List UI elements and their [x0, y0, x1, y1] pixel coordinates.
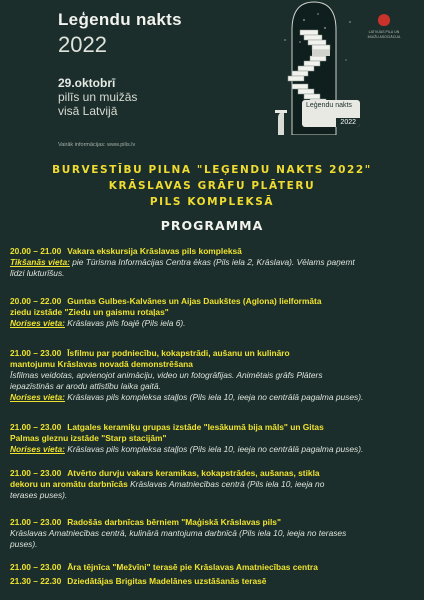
event-description-cont: iepazīstinās ar arodu attīstību laika gaitā.: [10, 381, 161, 391]
event-title: Atvērto durvju vakars keramikas, kokapstrādes, aušanas, stikla: [67, 468, 320, 478]
event-title: Latgales keramiķu grupas izstāde "Iesākumā bija māls" un Gitas: [67, 422, 324, 432]
program-item: [10, 296, 415, 329]
event-place-cont: terases puses).: [10, 490, 68, 500]
event-location-line2: visā Latvijā: [58, 104, 118, 118]
event-place-label: Tikšanās vieta:: [10, 257, 70, 267]
event-place: Krāslavas Amatniecības centrā (Pils iela 10, ieeja no: [127, 479, 325, 489]
event-place: Krāslavas pils kompleksa staļļos (Pils iela 10, ieeja no centrālā pagalma puses).: [64, 444, 364, 454]
badge-year: 2022: [336, 118, 360, 127]
event-place-label: Norises vieta:: [10, 444, 65, 454]
association-logo: [378, 14, 390, 26]
headline-line1: BURVESTĪBU PILNA "LEĢENDU NAKTS 2022": [52, 164, 372, 176]
event-title: Dziedātājas Brigitas Madelānes uzstāšanās terasē: [67, 576, 267, 586]
event-time: 21.00 – 23.00: [10, 562, 62, 572]
program-item: [10, 246, 415, 279]
badge-title: Leģendu nakts: [306, 102, 352, 109]
program-item: [10, 562, 415, 573]
association-logo-text: LATVIJAS PIĻU UN MUIŽU ASOCIĀCIJA: [367, 30, 401, 39]
event-description-cont: puses).: [10, 539, 38, 549]
event-time: 20.00 – 22.00: [10, 296, 62, 306]
event-time: 21.30 – 22.30: [10, 576, 62, 586]
event-time: 21.00 – 23.00: [10, 348, 62, 358]
event-location-line1: pilīs un muižās: [58, 90, 138, 104]
program-item: [10, 348, 415, 403]
program-item: [10, 422, 415, 455]
poster-header: [0, 0, 424, 162]
event-title: Āra tējnīca "Mežvīni" terasē pie Krāslavas Amatniecības centra: [67, 562, 318, 572]
event-date: 29.oktobrī: [58, 76, 116, 90]
event-place: pie Tūrisma Informācijas Centra ēkas (Pils iela 2, Krāslava). Vēlams paņemt: [69, 257, 355, 267]
event-place-cont: līdzi lukturīšus.: [10, 268, 65, 278]
program-item: [10, 517, 415, 550]
event-time: 21.00 – 23.00: [10, 422, 62, 432]
event-title-cont: dekoru un aromātu darbnīcās: [10, 479, 128, 489]
event-time: 20.00 – 21.00: [10, 246, 62, 256]
event-title-cont: Palmas gleznu izstāde "Starp stacijām": [10, 433, 167, 443]
event-title: Vakara ekskursija Krāslavas pils kompleksā: [67, 246, 242, 256]
event-title: Radošās darbnīcas bērniem "Maģiskā Krāslavas pils": [67, 517, 281, 527]
event-place: Krāslavas pils kompleksa staļļos (Pils iela 10, ieeja no centrālā pagalma puses).: [64, 392, 364, 402]
more-info-text: Vairāk informācijas: www.pilis.lv: [58, 142, 136, 148]
event-title: Īsfilmu par podniecību, kokapstrādi, aušanu un kulināro: [67, 348, 290, 358]
program-title: PROGRAMMA: [160, 218, 264, 233]
headline-line3: PILS KOMPLEKSĀ: [149, 196, 275, 208]
event-time: 21.00 – 23.00: [10, 517, 62, 527]
event-title: Guntas Gulbes-Kalvānes un Aijas Daukštes (Aglona) lielformāta: [67, 296, 322, 306]
event-badge: [302, 100, 360, 127]
event-time: 21.00 – 23.00: [10, 468, 62, 478]
program-item: [10, 576, 415, 587]
event-place-label: Norises vieta:: [10, 392, 65, 402]
event-year: 2022: [58, 32, 107, 57]
event-title-cont: ziedu izstāde "Ziedu un gaismu rotaļas": [10, 307, 169, 317]
event-place-label: Norises vieta:: [10, 318, 65, 328]
event-description: Īsfilmas veidotas, apvienojot animāciju, video un fotogrāfijas. Animētais grāfs Plāters: [10, 370, 323, 380]
event-place: Krāslavas pils foajē (Pils iela 6).: [64, 318, 186, 328]
event-description: Krāslavas Amatniecības centrā, kulinārā mantojuma darbnīcā (Pils iela 10, ieeja no terases: [10, 528, 347, 538]
event-title: Leģendu nakts: [58, 10, 182, 29]
event-title-cont: mantojumu Krāslavas novadā demonstrēšana: [10, 359, 193, 369]
headline-line2: KRĀSLAVAS GRĀFU PLĀTERU: [108, 180, 316, 192]
program-item: [10, 468, 415, 501]
